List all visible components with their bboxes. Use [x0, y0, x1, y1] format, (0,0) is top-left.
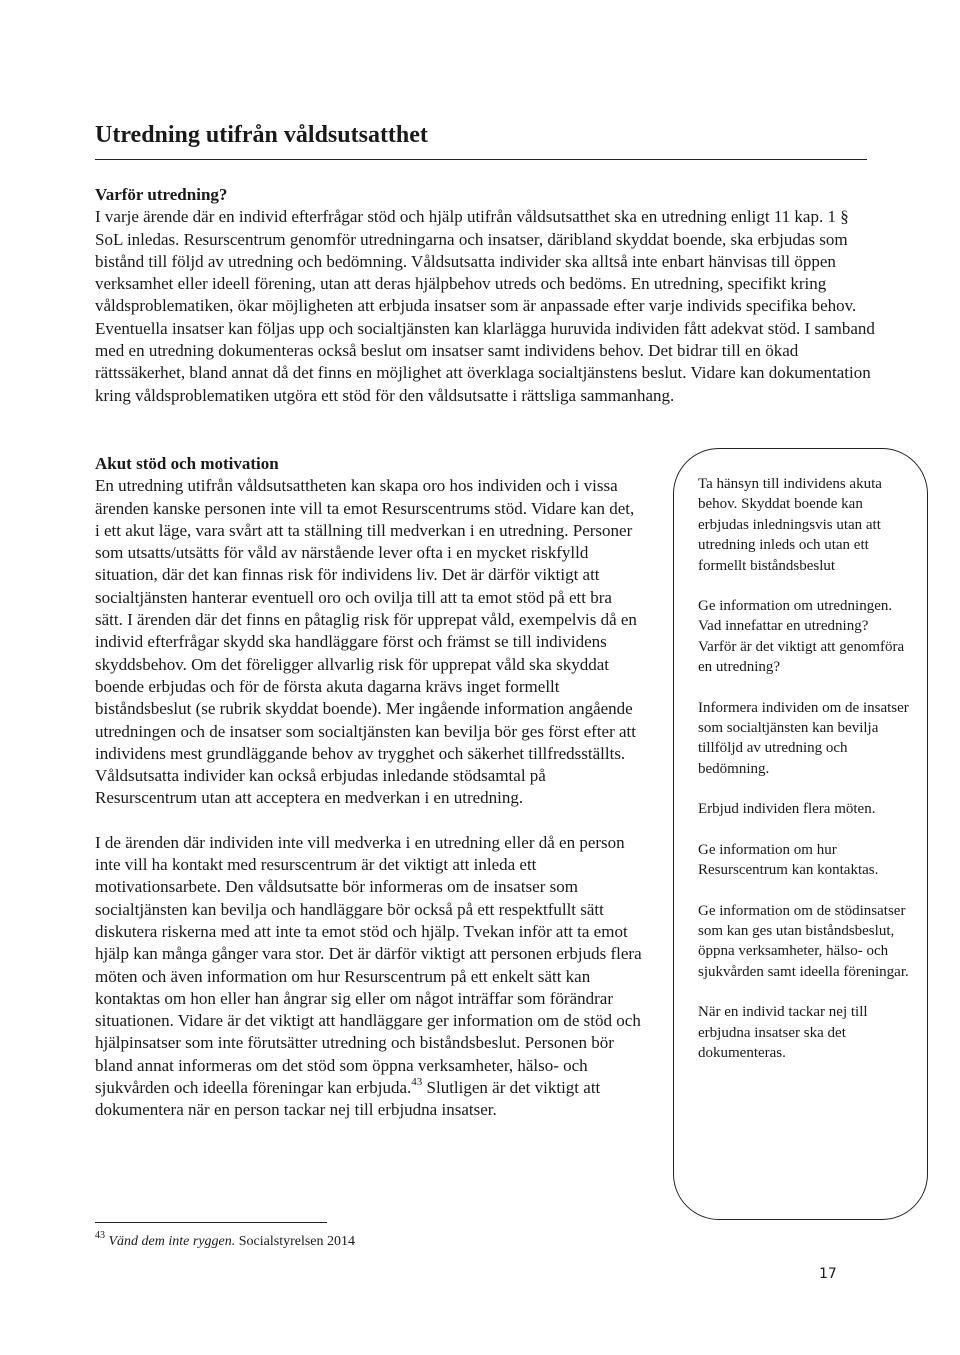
checklist: [698, 474, 910, 1083]
page-number: 17: [819, 1266, 837, 1282]
footnote: [95, 1230, 356, 1250]
footnote-divider: [95, 1222, 327, 1223]
page-title: Utredning utifrån våldsutsatthet: [95, 122, 428, 148]
checklist-item: Informera individen om de insatser som socialtjänsten kan bevilja tillföljd av utredning och bedömning.: [698, 699, 909, 777]
checklist-item: Ge information om utredningen. Vad innefattar en utredning? Varför är det viktigt att genomföra en utredning?: [698, 598, 905, 676]
paragraph: [95, 832, 643, 1122]
footnote-number: 43: [95, 1230, 105, 1242]
paragraph: En utredning utifrån våldsutsattheten kan skapa oro hos individen och i vissa ärenden kanske personen inte vill ta emot Resurscentrums stöd. Vidare kan det, i ett akut läge, vara svårt att ta ställning till medverkan i en utredning. Personer som utsatts/utsätts för våld av närstående lever ofta i en mycket riskfylld situation, där det kan finnas risk för individens liv. Det är därför viktigt att socialtjänsten hanterar eventuell oro och ovilja till att ta emot stöd på ett bra sätt. I ärenden där det finns en påtaglig risk för upprepat våld, exempelvis då en individ efterfrågar skydd ska handläggare först och främst se till individens skyddsbehov. Om det föreligger allvarlig risk för upprepat våld ska skyddat boende erbjudas och för de första akuta dagarna krävs inget formellt biståndsbeslut (se rubrik skyddat boende). Mer ingående information angående utredningen och de insatser som socialtjänsten kan bevilja bör ges först efter att individens mest grundläggande behov av trygghet och säkerhet tillfredsställts. Våldsutsatta individer kan också erbjudas inledande stödsamtal på Resurscentrum utan att acceptera en medverkan i en utredning.: [95, 476, 637, 808]
section-acute-support: [95, 453, 643, 1122]
footnote-source-title: Vänd dem inte ryggen.: [108, 1234, 236, 1249]
section-heading: Varför utredning?: [95, 185, 228, 204]
checklist-item: Erbjud individen flera möten.: [698, 801, 876, 818]
section-why-investigation: [95, 184, 875, 407]
footnote-source: Socialstyrelsen 2014: [235, 1234, 356, 1249]
section-body: I varje ärende där en individ efterfrågar stöd och hjälp utifrån våldsutsatthet ska en utredning enligt 11 kap. 1 § SoL inledas. Resurscentrum genomför utredningarna och insatser, däribland skyddat boende, ska erbjudas som bistånd till följd av utredning och bedömning. Våldsutsatta individer ska alltså inte enbart hänvisas till öppen verksamhet eller ideell förening, utan att deras hjälpbehov utreds och bedöms. En utredning, specifikt kring våldsproblematiken, ökar möjligheten att erbjuda insatser som är anpassade efter varje individs specifika behov. Eventuella insatser kan följas upp och socialtjänsten kan klarlägga huruvida individen fått adekvat stöd. I samband med en utredning dokumenteras också beslut om insatser samt individens behov. Det bidrar till en ökad rättssäkerhet, bland annat då det finns en möjlighet att överklaga socialtjänstens beslut. Vidare kan dokumentation kring våldsproblematiken utgöra ett stöd för den våldsutsatte i rättsliga sammanhang.: [95, 207, 875, 405]
section-heading: Akut stöd och motivation: [95, 454, 279, 473]
checklist-item: Ge information om de stödinsatser som kan ges utan biståndsbeslut, öppna verksamheter, hälso- och sjukvården samt ideella föreningar.: [698, 902, 909, 980]
paragraph-text: Slutligen är det viktigt att dokumentera när en person tackar nej till erbjudna insatser.: [95, 1078, 601, 1120]
checklist-item: Ta hänsyn till individens akuta behov. Skyddat boende kan erbjudas inledningsvis utan att utredning inleds och utan ett formellt biståndsbeslut: [698, 476, 882, 574]
footnote-reference: 43: [411, 1076, 423, 1089]
checklist-item: När en individ tackar nej till erbjudna insatser ska det dokumenteras.: [698, 1004, 868, 1061]
paragraph-text: I de ärenden där individen inte vill medverka i en utredning eller då en person inte vill ha kontakt med resurscentrum är det viktigt att inleda ett motivationsarbete. Den våldsutsatte bör informeras om de insatser som socialtjänsten kan bevilja och handläggare bör också på ett respektfullt sätt diskutera riskerna med att inte ta emot stöd och hjälp. Tvekan inför att ta emot hjälp kan många gånger vara stor. Det är därför viktigt att personen erbjuds flera möten och även information om hur Resurscentrum på ett enkelt sätt kan kontaktas om hon eller han ångrar sig eller om något inträffar som förändrar situationen. Vidare är det viktigt att handläggare ger information om de stöd och hjälpinsatser som inte förutsätter utredning och biståndsbeslut. Personen bör bland annat informeras om det stöd som öppna verksamheter, hälso- och sjukvården och ideella föreningar kan erbjuda.: [95, 832, 642, 1098]
checklist-item: Ge information om hur Resurscentrum kan kontaktas.: [698, 841, 879, 879]
title-divider: [95, 159, 867, 160]
